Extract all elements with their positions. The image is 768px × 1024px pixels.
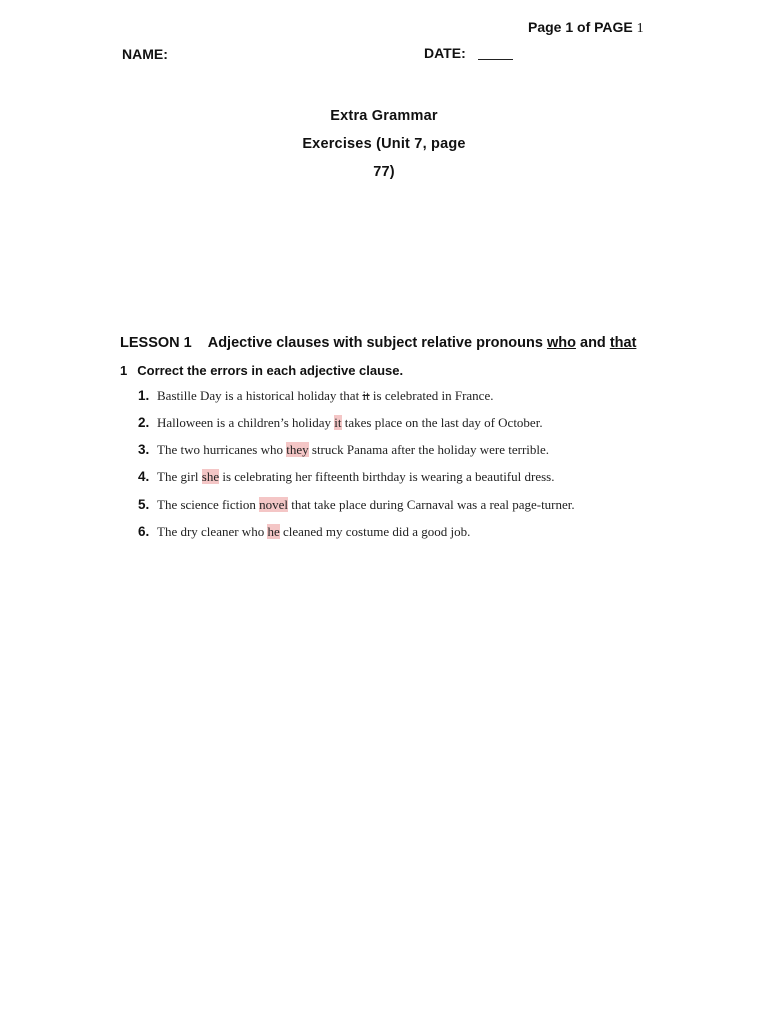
- item-error-highlight: novel: [259, 497, 289, 512]
- item-text-after: takes place on the last day of October.: [341, 415, 543, 430]
- item-number: 4.: [138, 469, 150, 484]
- item-number: 6.: [138, 524, 150, 539]
- item-text-before: The two hurricanes who: [157, 442, 287, 457]
- lesson-joiner: and: [580, 335, 606, 351]
- item-error-highlight: she: [201, 469, 220, 484]
- lesson-word-who: who: [546, 335, 576, 351]
- item-text-after: cleaned my costume did a good job.: [279, 524, 471, 539]
- item-error-struck: it: [362, 388, 370, 403]
- lesson-number: LESSON 1: [120, 335, 192, 351]
- page-header: [528, 19, 644, 37]
- exercise-instruction: [120, 363, 403, 378]
- item-error-highlight: he: [267, 524, 280, 539]
- item-number: 5.: [138, 497, 150, 512]
- list-item: [138, 442, 549, 458]
- page-title-line-3: 77): [373, 164, 395, 180]
- item-text-after: that take place during Carnaval was a real page-turner.: [288, 497, 575, 512]
- item-error-highlight: it: [334, 415, 342, 430]
- item-text-before: Bastille Day is a historical holiday that: [157, 388, 363, 403]
- item-text-after: is celebrating her fifteenth birthday is wearing a beautiful dress.: [219, 469, 555, 484]
- item-text-after: struck Panama after the holiday were terrible.: [308, 442, 550, 457]
- date-label: DATE:: [424, 45, 466, 61]
- item-text-before: The girl: [157, 469, 202, 484]
- name-label: NAME:: [122, 46, 168, 62]
- page-title-line-2: Exercises (Unit 7, page: [302, 136, 466, 152]
- lesson-word-that: that: [609, 335, 637, 351]
- item-text-before: Halloween is a children’s holiday: [157, 415, 335, 430]
- list-item: [138, 469, 554, 485]
- list-item: [138, 388, 493, 404]
- exercise-instruction-text: Correct the errors in each adjective clause.: [137, 363, 404, 378]
- item-text-after: is celebrated in France.: [369, 388, 494, 403]
- item-number: 3.: [138, 442, 150, 457]
- item-error-highlight: they: [286, 442, 309, 457]
- list-item: [138, 524, 470, 540]
- item-number: 2.: [138, 415, 150, 430]
- page-title-line-1: Extra Grammar: [330, 108, 438, 124]
- date-blank[interactable]: [478, 44, 513, 65]
- item-number: 1.: [138, 388, 150, 403]
- lesson-title: Adjective clauses with subject relative pronouns: [207, 335, 543, 351]
- item-text-before: The science fiction: [157, 497, 260, 512]
- page-number: 1: [636, 21, 644, 36]
- list-item: [138, 415, 543, 431]
- exercise-number: 1: [120, 363, 128, 378]
- item-text-before: The dry cleaner who: [157, 524, 268, 539]
- list-item: [138, 497, 575, 513]
- lesson-heading: [120, 335, 636, 351]
- page-label: Page 1 of PAGE: [528, 19, 633, 35]
